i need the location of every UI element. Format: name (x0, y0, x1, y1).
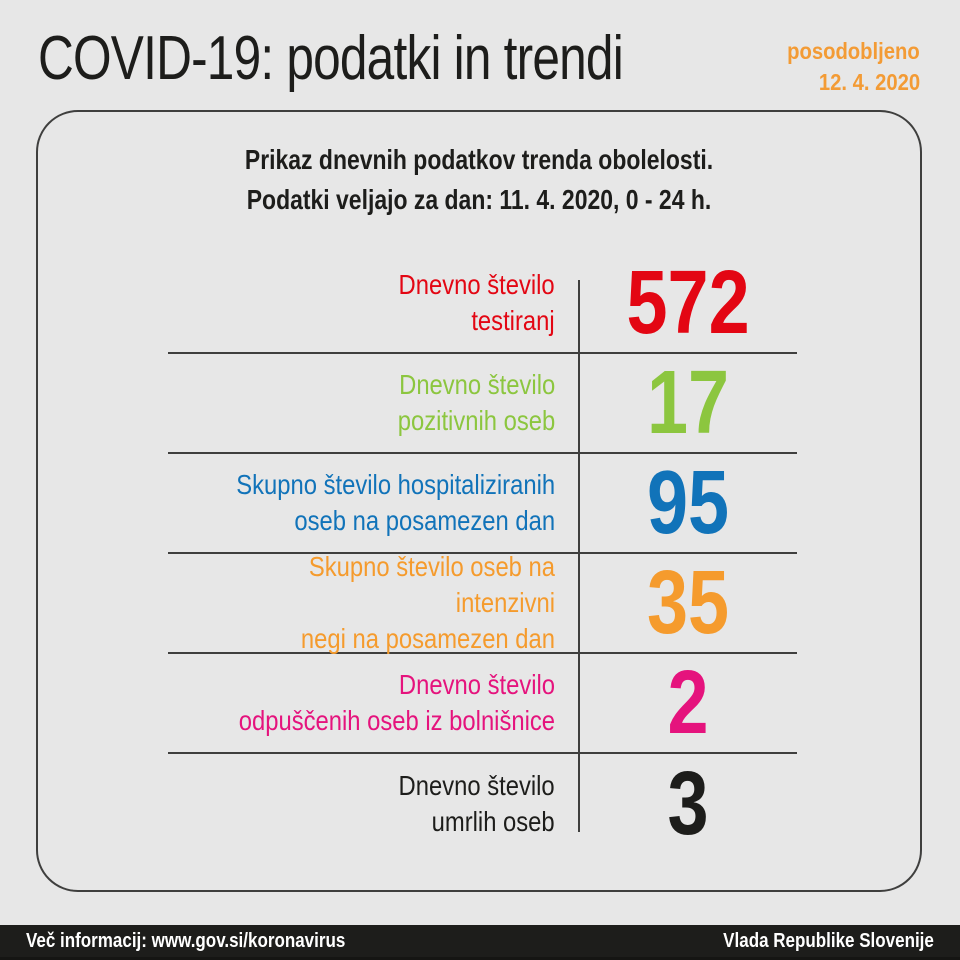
updated-badge (769, 36, 920, 98)
table-row-daily-positive (168, 354, 797, 454)
page-title (38, 26, 769, 91)
stats-card (36, 110, 922, 892)
updated-date: 12. 4. 2020 (818, 69, 920, 96)
row-value: 572 (626, 253, 750, 353)
card-intro-line1: Prikaz dnevnih podatkov trenda obolelosti. (244, 144, 714, 175)
table-row-deaths (168, 754, 797, 854)
row-value: 35 (646, 553, 730, 653)
row-value: 17 (646, 353, 730, 453)
row-label: Dnevno število odpuščenih oseb iz bolnišnice (238, 669, 555, 736)
vertical-divider (578, 280, 580, 832)
table-row-discharged (168, 654, 797, 754)
footer-org: Vlada Republike Slovenije (723, 929, 934, 952)
page-title-text: COVID-19: podatki in trendi (38, 24, 623, 93)
row-label: Dnevno število umrlih oseb (398, 770, 555, 837)
row-label: Dnevno število testiranj (398, 269, 555, 336)
stats-table (168, 254, 797, 854)
updated-label: posodobljeno (787, 38, 920, 64)
table-row-hospitalized (168, 454, 797, 554)
footer-info: Več informacij: www.gov.si/koronavirus (26, 929, 346, 952)
row-value: 2 (667, 653, 709, 753)
row-value: 95 (646, 453, 730, 553)
card-intro-line2: Podatki veljajo za dan: 11. 4. 2020, 0 - 24 h. (246, 184, 712, 215)
row-label: Dnevno število pozitivnih oseb (397, 369, 555, 436)
table-row-daily-tests (168, 254, 797, 354)
table-row-icu (168, 551, 797, 654)
row-label: Skupno število hospitaliziranih oseb na posamezen dan (236, 469, 555, 536)
footer-bar (0, 925, 960, 960)
row-label: Skupno število oseb na intenzivni negi na posamezen dan (300, 551, 555, 654)
card-intro (38, 140, 920, 220)
row-value: 3 (667, 754, 709, 854)
